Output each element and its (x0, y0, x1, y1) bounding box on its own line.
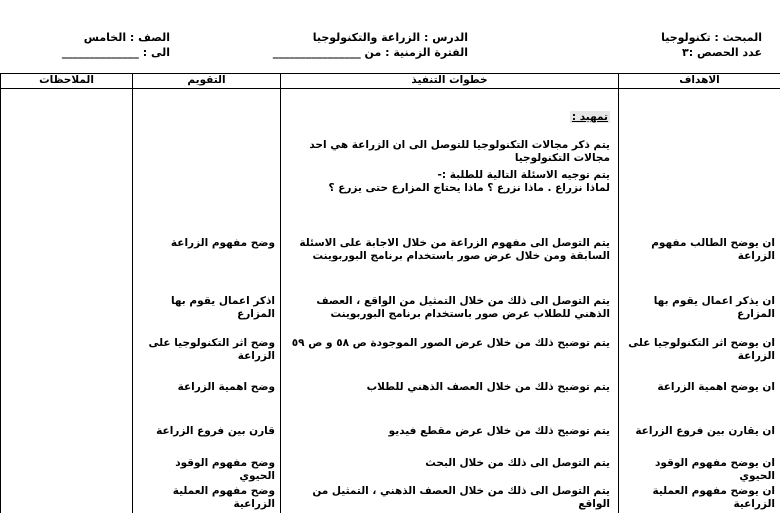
goals-header: الاهداف (619, 74, 780, 89)
evaluation-item: وضح اهمية الزراعة (137, 381, 275, 394)
evaluation-column (133, 89, 281, 513)
notes-column (1, 89, 133, 513)
table-header-row (1, 74, 780, 89)
step-item: يتم التوصل الى ذلك من خلال العصف الذهني ، التمثيل من الواقع (287, 485, 610, 511)
to-label: الى : ______________ (62, 45, 170, 60)
lesson-label: الدرس : الزراعة والتكنولوجيا (273, 30, 468, 45)
header-subject-block (661, 30, 762, 60)
header-lesson-block (273, 30, 468, 60)
evaluation-item: وضح مفهوم الوقود الحيوي (137, 457, 275, 483)
step-item: يتم التوصل الى ذلك من خلال البحث (287, 457, 610, 470)
grade-label: الصف : الخامس (62, 30, 170, 45)
step-item: يتم التوصل الى مفهوم الزراعة من خلال الاجابة على الاسئلة السابقة ومن خلال عرض صور باستخدام برنامج البوربوينت (287, 237, 610, 263)
period-label: الفترة الزمنية : من ________________ (273, 45, 468, 60)
intro-line: لماذا نزراع . ماذا نزرع ؟ ماذا يحتاج المزارع حتى يزرع ؟ (287, 182, 610, 195)
goal-item: ان يقارن بين فروع الزراعة (623, 425, 775, 438)
subject-label: المبحث : تكنولوجيا (661, 30, 762, 45)
step-item: يتم توضيح ذلك من خلال العصف الذهني للطلاب (287, 381, 610, 394)
goal-item: ان يوضح مفهوم العملية الزراعية (623, 485, 775, 511)
goals-column (619, 89, 780, 513)
goal-item: ان يوضح اهمية الزراعة (623, 381, 775, 394)
notes-header: الملاحظات (1, 74, 133, 89)
goal-item: ان يوضح مفهوم الوقود الحيوي (623, 457, 775, 483)
steps-column (281, 89, 619, 513)
evaluation-item: وضح اثر التكنولوجيا على الزراعة (137, 337, 275, 363)
goal-item: ان يوضح اثر التكنولوجيا على الزراعة (623, 337, 775, 363)
lesson-plan-table (0, 73, 780, 513)
step-item: يتم التوصل الى ذلك من خلال التمثيل من الواقع ، العصف الذهني للطلاب عرض صور باستخدام برنامج البوربوينت (287, 295, 610, 321)
intro-line: يتم ذكر مجالات التكنولوجيا للتوصل الى ان الزراعة هي احد مجالات التكنولوجيا (287, 139, 610, 165)
evaluation-item: قارن بين فروع الزراعة (137, 425, 275, 438)
evaluation-item: اذكر اعمال يقوم بها المزارع (137, 295, 275, 321)
intro-title: تمهيد : (287, 111, 610, 124)
goal-item: ان يوضح الطالب مفهوم الزراعة (623, 237, 775, 263)
evaluation-item: وضح مفهوم الزراعة (137, 237, 275, 250)
steps-header: خطوات التنفيذ (281, 74, 619, 89)
header-grade-block (62, 30, 170, 60)
evaluation-header: التقويم (133, 74, 281, 89)
step-item: يتم توضيح ذلك من خلال عرض الصور الموجودة ص ٥٨ و ص ٥٩ (287, 337, 610, 350)
evaluation-item: وضح مفهوم العملية الزراعية (137, 485, 275, 511)
classes-count-label: عدد الحصص :٣ (661, 45, 762, 60)
step-item: يتم توضيح ذلك من خلال عرض مقطع فيديو (287, 425, 610, 438)
table-body-row (1, 89, 780, 513)
goal-item: ان يذكر اعمال يقوم بها المزارع (623, 295, 775, 321)
intro-line: يتم توجيه الاسئلة التالية للطلبة :- (287, 169, 610, 182)
